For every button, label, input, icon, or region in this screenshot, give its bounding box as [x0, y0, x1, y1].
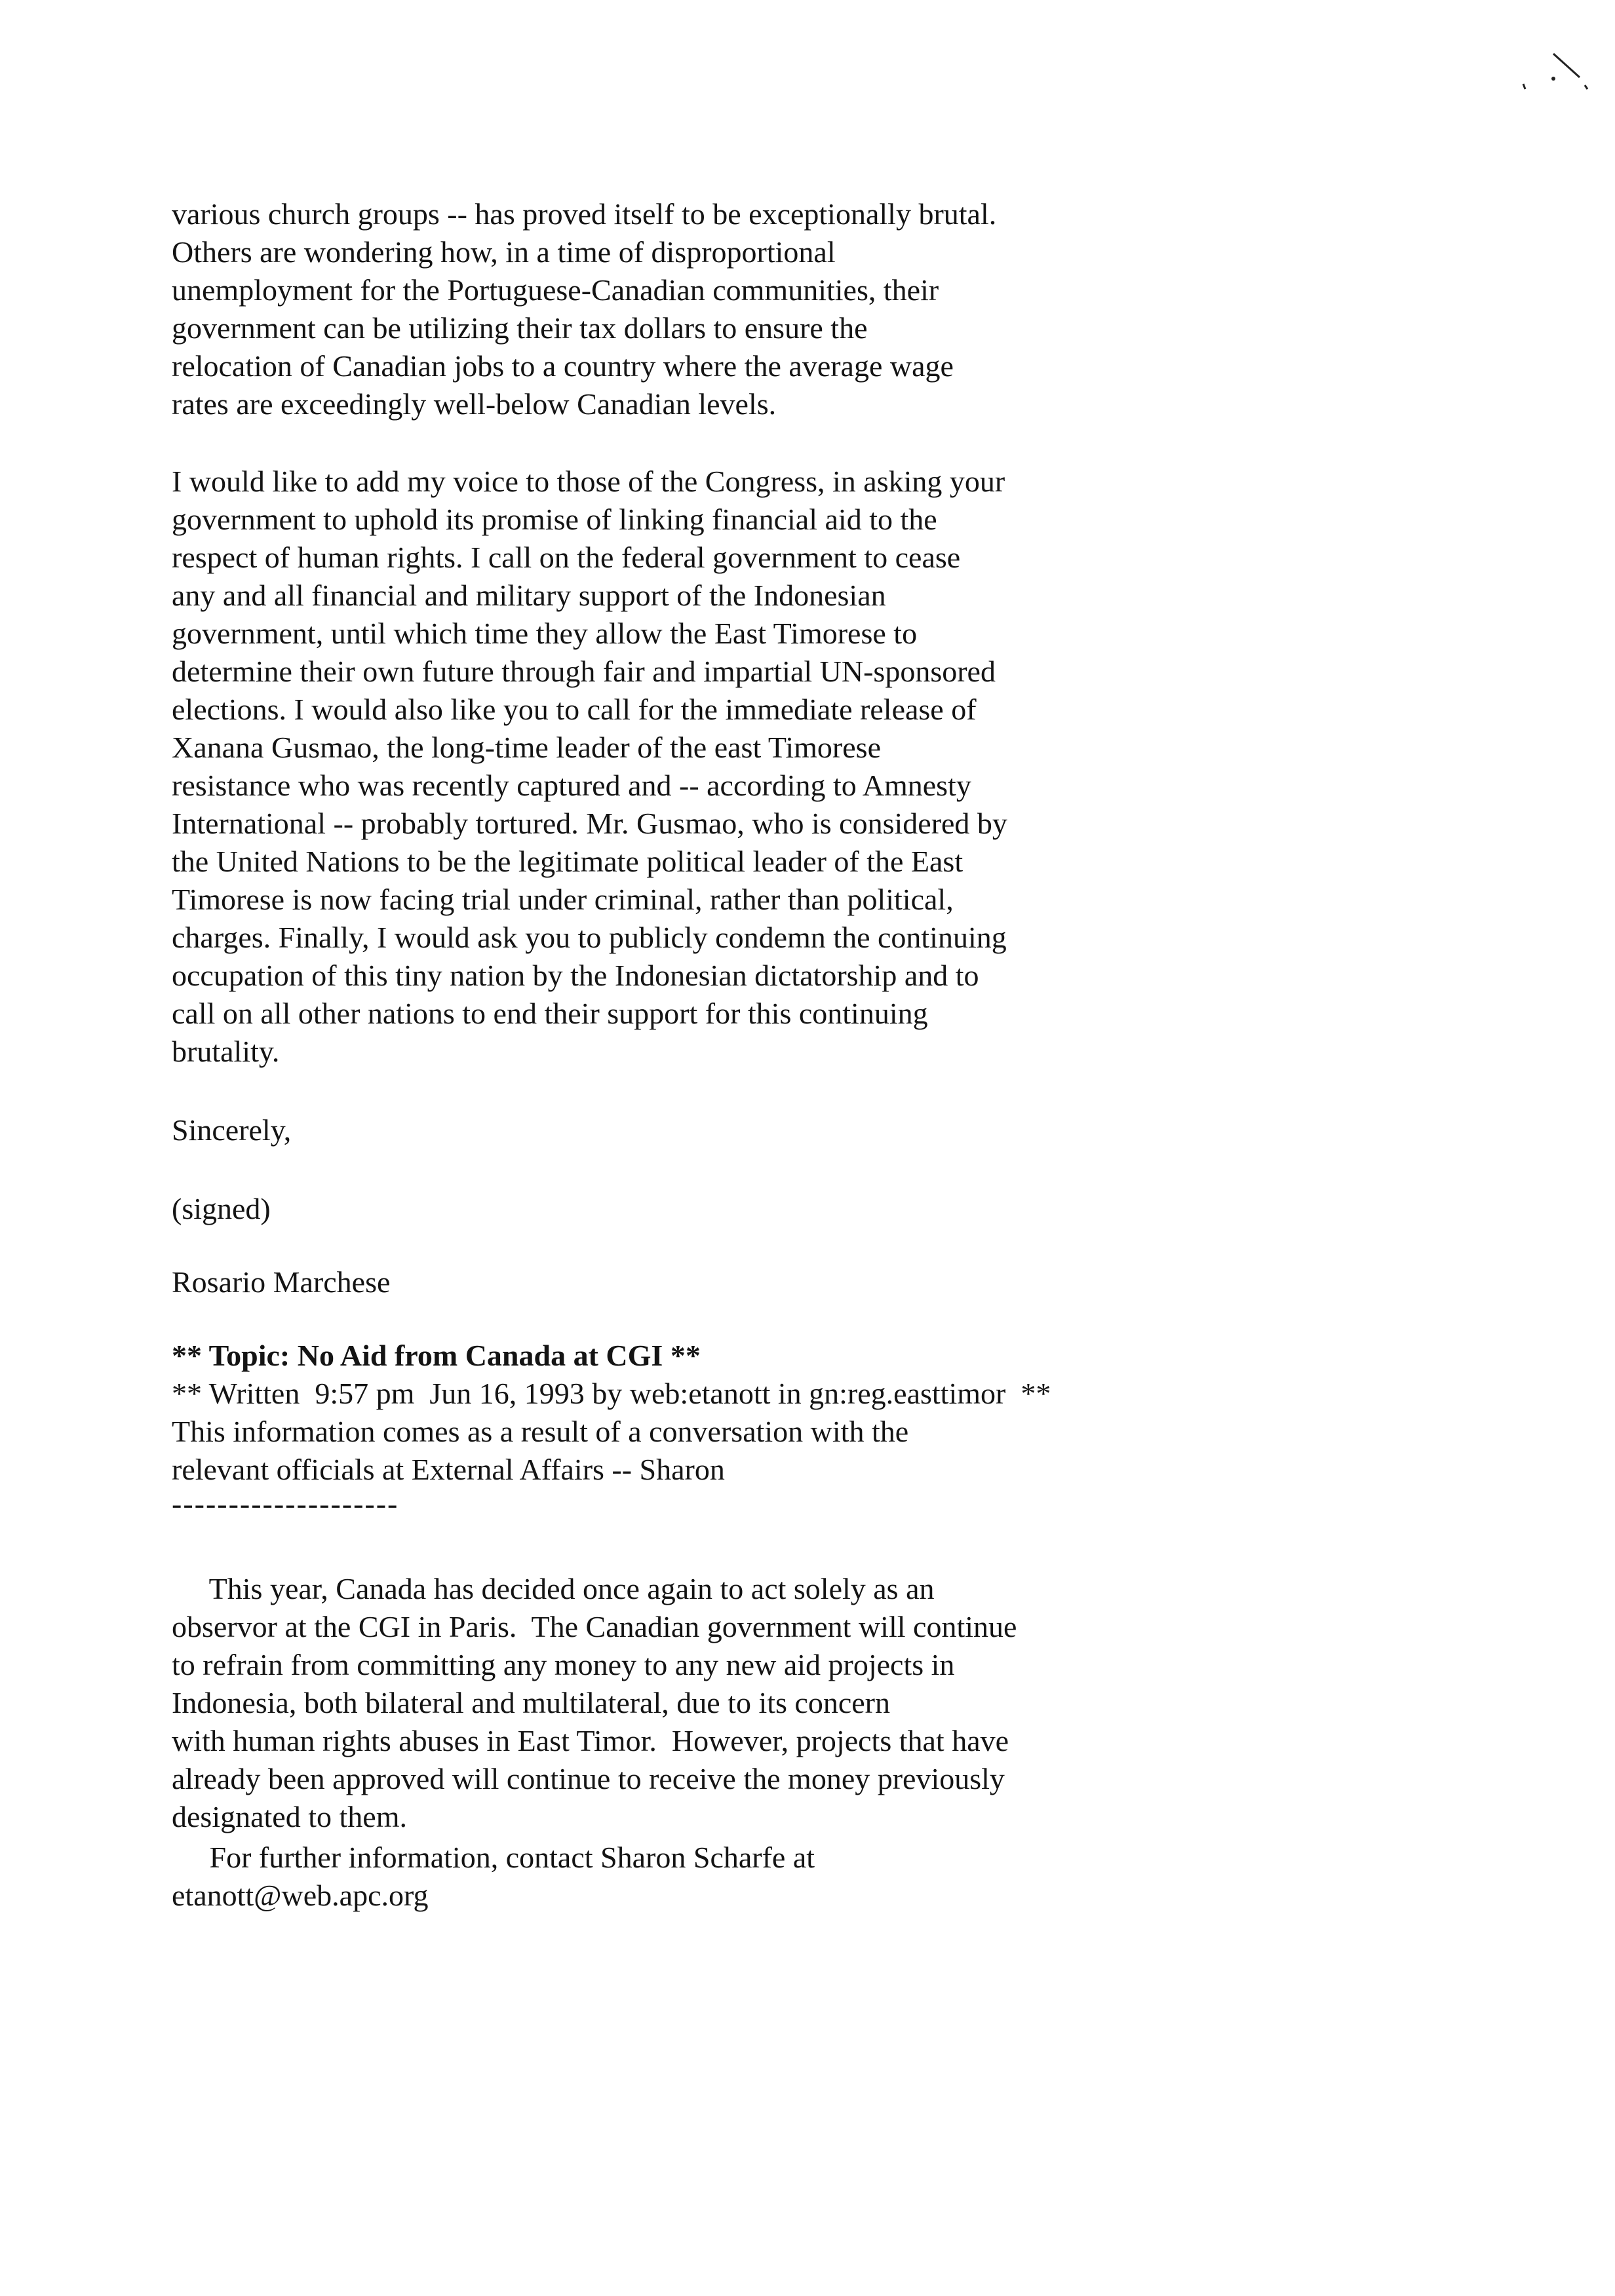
post-written-line: ** Written 9:57 pm Jun 16, 1993 by web:etanott in gn:reg.easttimor ** [172, 1377, 1051, 1410]
post-separator: -------------------- [172, 1487, 399, 1520]
letter-signatory: Rosario Marchese [172, 1265, 391, 1299]
letter-body-line: government, until which time they allow the East Timorese to [172, 617, 918, 650]
post-contact-email: etanott@web.apc.org [172, 1879, 429, 1912]
letter-intro-line: Others are wondering how, in a time of disproportional [172, 235, 836, 269]
letter-signed-note: (signed) [172, 1192, 271, 1225]
letter-body-line: determine their own future through fair and impartial UN-sponsored [172, 655, 996, 688]
letter-body-line: Xanana Gusmao, the long-time leader of the east Timorese [172, 731, 881, 764]
letter-body-line: Timorese is now facing trial under criminal, rather than political, [172, 883, 954, 916]
post-body-line: already been approved will continue to receive the money previously [172, 1762, 1005, 1795]
letter-body-line: elections. I would also like you to call for the immediate release of [172, 693, 977, 726]
handwritten-mark-icon [1508, 46, 1599, 98]
post-body-line: designated to them. [172, 1800, 407, 1833]
post-body-line: with human rights abuses in East Timor. However, projects that have [172, 1724, 1009, 1757]
letter-intro-line: various church groups -- has proved itself to be exceptionally brutal. [172, 197, 997, 231]
letter-body-line: charges. Finally, I would ask you to publicly condemn the continuing [172, 921, 1007, 954]
letter-intro-line: relocation of Canadian jobs to a country where the average wage [172, 349, 954, 383]
letter-body-line: call on all other nations to end their support for this continuing [172, 997, 928, 1030]
letter-body-line: I would like to add my voice to those of the Congress, in asking your [172, 465, 1005, 498]
letter-intro-line: rates are exceedingly well-below Canadian levels. [172, 387, 777, 421]
post-body-line: This year, Canada has decided once again to act solely as an [172, 1572, 935, 1605]
letter-intro-line: government can be utilizing their tax dollars to ensure the [172, 311, 868, 345]
letter-closing: Sincerely, [172, 1113, 292, 1147]
letter-body-line: respect of human rights. I call on the federal government to cease [172, 541, 961, 574]
letter-body-line: government to uphold its promise of linking financial aid to the [172, 503, 937, 536]
post-intro-line: relevant officials at External Affairs -- Sharon [172, 1453, 725, 1486]
post-body-line: For further information, contact Sharon Scharfe at [172, 1841, 815, 1874]
letter-body-line: the United Nations to be the legitimate political leader of the East [172, 845, 963, 878]
post-intro-line: This information comes as a result of a conversation with the [172, 1415, 909, 1448]
letter-body-line: occupation of this tiny nation by the Indonesian dictatorship and to [172, 959, 979, 992]
post-body-line: to refrain from committing any money to any new aid projects in [172, 1648, 955, 1681]
letter-intro-line: unemployment for the Portuguese-Canadian communities, their [172, 273, 939, 307]
letter-body-line: International -- probably tortured. Mr. Gusmao, who is considered by [172, 807, 1007, 840]
letter-body-line: any and all financial and military support of the Indonesian [172, 579, 886, 612]
post-topic-heading: ** Topic: No Aid from Canada at CGI ** [172, 1339, 701, 1372]
letter-body-line: brutality. [172, 1035, 280, 1068]
letter-body-line: resistance who was recently captured and -- according to Amnesty [172, 769, 971, 802]
post-body-line: observor at the CGI in Paris. The Canadian government will continue [172, 1610, 1017, 1643]
post-body-line: Indonesia, both bilateral and multilateral, due to its concern [172, 1686, 890, 1719]
